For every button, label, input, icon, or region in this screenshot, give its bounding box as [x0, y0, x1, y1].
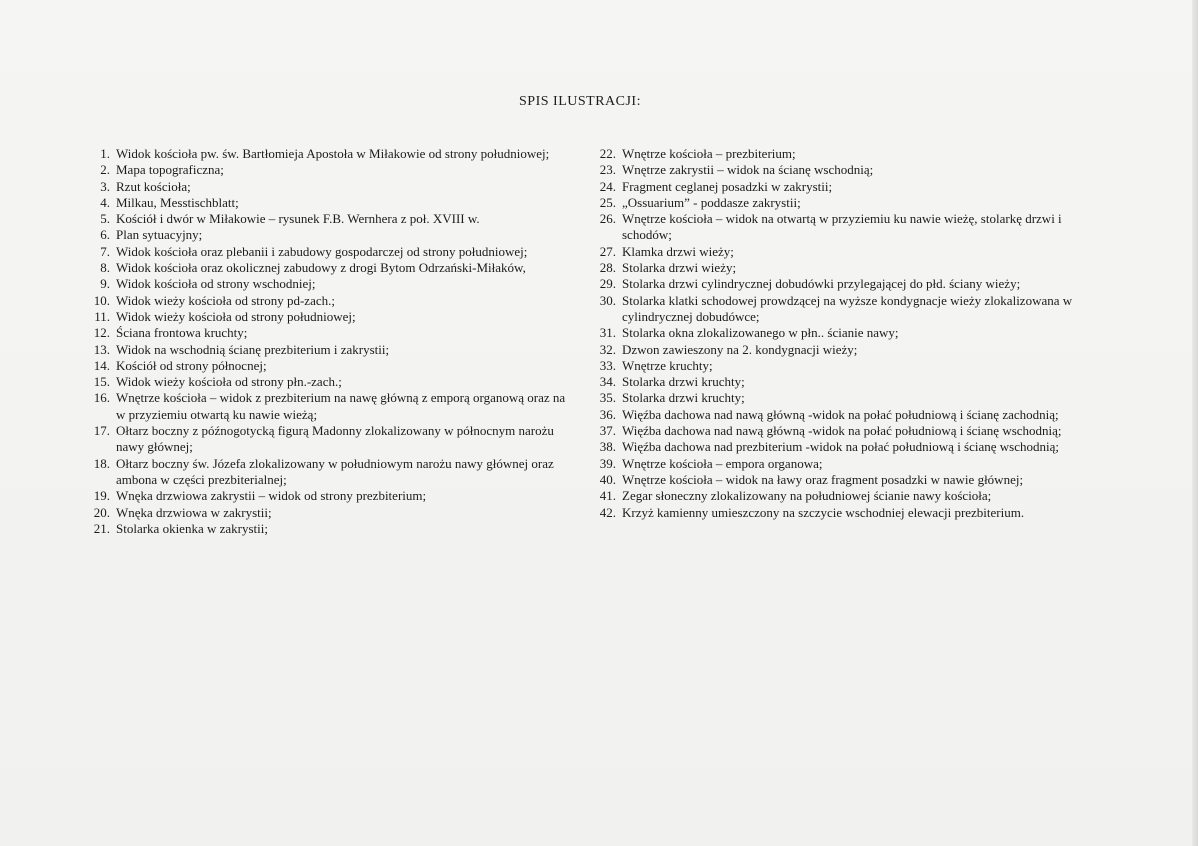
list-item: [592, 505, 1092, 521]
item-number: 30.: [599, 292, 616, 308]
item-text: Widok wieży kościoła od strony płn.-zach.;: [116, 374, 342, 390]
item-number: 21.: [93, 520, 110, 536]
item-text: Widok kościoła pw. św. Bartłomieja Apostoła w Miłakowie od strony południowej;: [116, 146, 550, 161]
item-text: Wnętrze kruchty;: [622, 357, 713, 373]
item-number: 19.: [93, 488, 110, 504]
item-text: Wnęka drzwiowa w zakrystii;: [116, 504, 272, 520]
item-number: 34.: [599, 374, 616, 390]
item-text: Krzyż kamienny umieszczony na szczycie wschodniej elewacji prezbiterium.: [622, 504, 1025, 520]
item-number: 9.: [100, 276, 110, 292]
list-item: [86, 342, 576, 358]
item-number: 32.: [599, 341, 616, 357]
item-text: Widok wieży kościoła od strony pd-zach.;: [116, 292, 335, 308]
list-item: [592, 407, 1092, 423]
list-item: [86, 195, 576, 211]
list-item: [592, 472, 1092, 488]
item-number: 38.: [599, 439, 616, 455]
list-item: [592, 195, 1092, 211]
item-text: Dzwon zawieszony na 2. kondygnacji wieży;: [622, 341, 858, 357]
item-text: Więźba dachowa nad nawą główną -widok na połać południową i ścianę wschodnią;: [622, 423, 1062, 439]
item-number: 41.: [599, 488, 616, 504]
item-number: 40.: [599, 471, 616, 487]
item-text: Milkau, Messtischblatt;: [116, 194, 239, 210]
item-text: Widok kościoła od strony wschodniej;: [116, 276, 316, 292]
item-number: 11.: [94, 308, 110, 324]
item-text: Wnęka drzwiowa zakrystii – widok od strony prezbiterium;: [116, 488, 427, 504]
item-number: 17.: [93, 423, 110, 439]
item-number: 6.: [100, 227, 110, 243]
item-number: 16.: [93, 390, 110, 406]
item-number: 35.: [599, 390, 616, 406]
item-text: Kościół od strony północnej;: [116, 357, 267, 373]
item-text: Klamka drzwi wieży;: [622, 243, 734, 259]
item-text: „Ossuarium” - poddasze zakrystii;: [622, 194, 801, 210]
item-text: Widok kościoła oraz plebanii i zabudowy gospodarczej od strony południowej;: [116, 243, 528, 259]
list-item: [592, 179, 1092, 195]
list-item: [592, 146, 1092, 162]
page-title: SPIS ILUSTRACJI:: [519, 94, 641, 109]
item-text: Plan sytuacyjny;: [116, 227, 203, 243]
list-item: [86, 505, 576, 521]
item-text: Ściana frontowa kruchty;: [116, 325, 248, 341]
list-item: [592, 342, 1092, 358]
item-number: 26.: [599, 211, 616, 227]
illustration-list-right: [592, 146, 1092, 521]
item-text: Stolarka okienka w zakrystii;: [116, 520, 268, 536]
list-item: [592, 358, 1092, 374]
list-item: [592, 456, 1092, 472]
item-text: Wnętrze zakrystii – widok na ścianę wschodnią;: [622, 162, 874, 178]
item-text: Ołtarz boczny św. Józefa zlokalizowany w południowym narożu nawy głównej oraz ambona w części prezbiterialnej;: [116, 455, 554, 487]
item-number: 15.: [93, 374, 110, 390]
item-text: Fragment ceglanej posadzki w zakrystii;: [622, 178, 833, 194]
item-number: 18.: [93, 455, 110, 471]
list-item: [86, 211, 576, 227]
list-item: [592, 276, 1092, 292]
item-number: 13.: [93, 341, 110, 357]
list-item: [86, 390, 576, 423]
item-number: 37.: [599, 423, 616, 439]
list-item: [86, 146, 576, 162]
item-number: 1.: [100, 146, 110, 161]
item-number: 31.: [599, 325, 616, 341]
list-item: [592, 439, 1092, 455]
list-item: [86, 374, 576, 390]
list-item: [86, 309, 576, 325]
item-number: 25.: [599, 194, 616, 210]
item-text: Stolarka drzwi cylindrycznej dobudówki przylegającej do płd. ściany wieży;: [622, 276, 1021, 292]
item-text: Stolarka drzwi kruchty;: [622, 390, 745, 406]
item-number: 12.: [93, 325, 110, 341]
item-number: 14.: [93, 357, 110, 373]
list-item: [86, 423, 576, 456]
item-text: Wnętrze kościoła – empora organowa;: [622, 455, 823, 471]
paper-edge: [1192, 0, 1198, 846]
list-item: [86, 358, 576, 374]
item-text: Stolarka klatki schodowej prowdzącej na wyższe kondygnacje wieży zlokalizowana w cylindrycznej dobudówce;: [622, 292, 1073, 324]
item-number: 27.: [599, 243, 616, 259]
item-text: Widok na wschodnią ścianę prezbiterium i zakrystii;: [116, 341, 390, 357]
illustration-list-left: [86, 146, 576, 537]
list-item: [592, 390, 1092, 406]
list-item: [592, 293, 1092, 326]
item-number: 3.: [100, 178, 110, 194]
list-item: [592, 374, 1092, 390]
list-item: [86, 244, 576, 260]
item-text: Wnętrze kościoła – widok na ławy oraz fragment posadzki w nawie głównej;: [622, 471, 1024, 487]
item-number: 33.: [599, 357, 616, 373]
item-number: 2.: [100, 162, 110, 178]
item-text: Stolarka okna zlokalizowanego w płn.. ścianie nawy;: [622, 325, 899, 341]
list-item: [592, 325, 1092, 341]
item-text: Widok kościoła oraz okolicznej zabudowy z drogi Bytom Odrzański-Miłaków,: [116, 260, 526, 276]
item-number: 28.: [599, 260, 616, 276]
item-text: Wnętrze kościoła – widok na otwartą w przyziemiu ku nawie wieżę, stolarkę drzwi i schodów;: [622, 211, 1062, 243]
item-text: Zegar słoneczny zlokalizowany na południowej ścianie nawy kościoła;: [622, 488, 992, 504]
list-item: [86, 293, 576, 309]
list-item: [592, 488, 1092, 504]
item-number: 4.: [100, 194, 110, 210]
list-item: [592, 244, 1092, 260]
list-item: [86, 179, 576, 195]
item-number: 39.: [599, 455, 616, 471]
item-number: 20.: [93, 504, 110, 520]
item-text: Ołtarz boczny z późnogotycką figurą Madonny zlokalizowany w północnym narożu nawy głównej;: [116, 423, 554, 455]
item-text: Więźba dachowa nad nawą główną -widok na połać południową i ścianę zachodnią;: [622, 406, 1059, 422]
item-text: Więźba dachowa nad prezbiterium -widok na połać południową i ścianę wschodnią;: [622, 439, 1059, 455]
list-item: [86, 162, 576, 178]
list-item: [592, 211, 1092, 244]
item-text: Stolarka drzwi wieży;: [622, 260, 737, 276]
item-number: 24.: [599, 178, 616, 194]
item-text: Mapa topograficzna;: [116, 162, 224, 178]
item-number: 42.: [599, 504, 616, 520]
list-item: [592, 423, 1092, 439]
item-number: 23.: [599, 162, 616, 178]
item-number: 22.: [599, 146, 616, 161]
item-text: Widok wieży kościoła od strony południowej;: [116, 308, 356, 324]
list-item: [86, 276, 576, 292]
list-item: [86, 227, 576, 243]
item-text: Stolarka drzwi kruchty;: [622, 374, 745, 390]
list-item: [86, 260, 576, 276]
item-text: Kościół i dwór w Miłakowie – rysunek F.B. Wernhera z poł. XVIII w.: [116, 211, 480, 227]
item-number: 8.: [100, 260, 110, 276]
item-text: Wnętrze kościoła – widok z prezbiterium na nawę główną z emporą organową oraz na w przyziemiu otwartą ku nawie wieżą;: [116, 390, 566, 422]
item-number: 5.: [100, 211, 110, 227]
item-number: 36.: [599, 406, 616, 422]
item-number: 10.: [93, 292, 110, 308]
item-text: Rzut kościoła;: [116, 178, 191, 194]
list-item: [86, 456, 576, 489]
list-item: [592, 260, 1092, 276]
item-text: Wnętrze kościoła – prezbiterium;: [622, 146, 796, 161]
list-item: [592, 162, 1092, 178]
list-item: [86, 488, 576, 504]
list-item: [86, 521, 576, 537]
item-number: 7.: [100, 243, 110, 259]
item-number: 29.: [599, 276, 616, 292]
list-item: [86, 325, 576, 341]
